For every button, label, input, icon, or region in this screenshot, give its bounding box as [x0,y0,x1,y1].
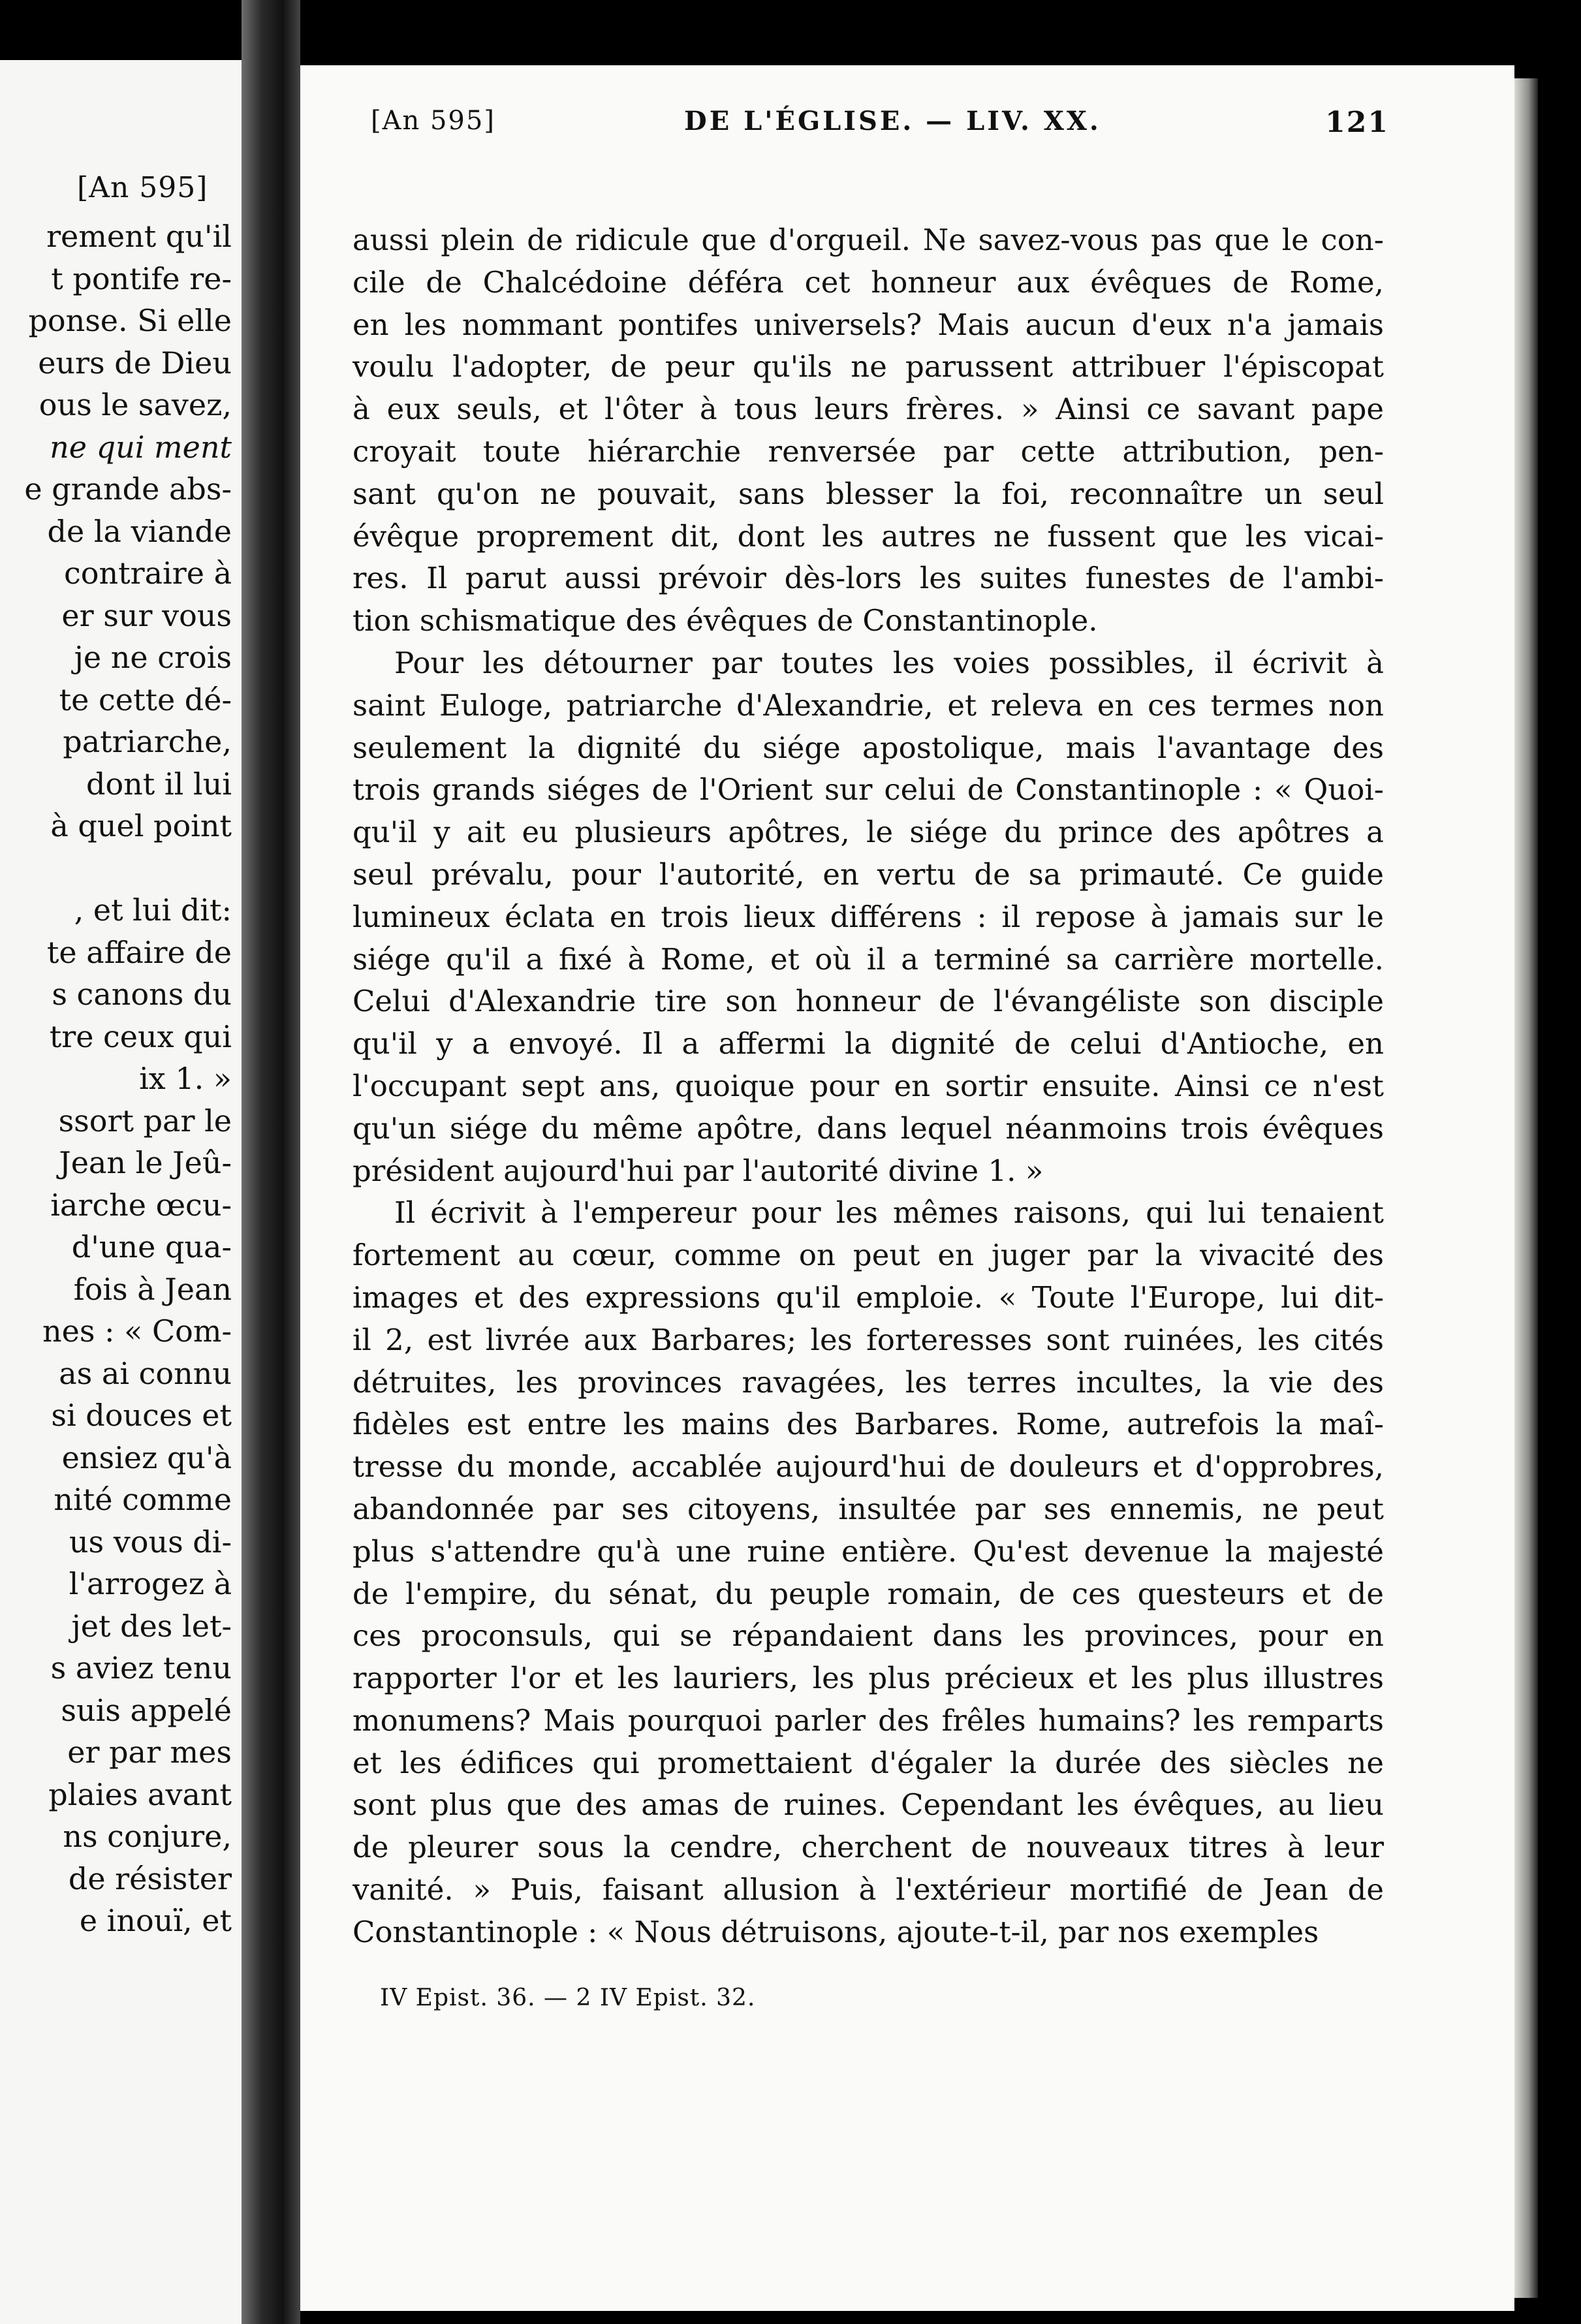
text-line: détruites, les provinces ravagées, les terres incultes, la vie des [352,1364,1384,1400]
left-page-line: eurs de Dieu [38,345,232,381]
text-line: abandonnée par ses citoyens, insultée par ses ennemis, ne peut [352,1491,1384,1526]
left-page-line: ns conjure, [63,1819,232,1854]
footnotes: IV Epist. 36. — 2 IV Epist. 32. [380,1985,756,2011]
left-page-line: je ne crois [74,640,232,675]
text-line: qu'il y a envoyé. Il a affermi la dignité de celui d'Antioche, en [352,1026,1384,1061]
left-page-line: nes : « Com- [42,1313,232,1349]
left-page-line: ix 1. » [139,1061,232,1096]
text-line: qu'il y ait eu plusieurs apôtres, le siége du prince des apôtres a [352,815,1384,850]
book-gutter [242,0,300,2324]
text-line: ces proconsuls, qui se répandaient dans les provinces, pour en [352,1618,1384,1654]
left-page-line: d'une qua- [71,1229,232,1264]
left-page-line: ssort par le [58,1103,232,1138]
text-line: l'occupant sept ans, quoique pour en sortir ensuite. Ainsi ce n'est [352,1068,1384,1103]
left-page-line: Jean le Jeû- [59,1145,232,1180]
left-page-line: e grande abs- [24,471,232,507]
left-page-line: us vous di- [69,1524,232,1560]
left-page-line: l'arrogez à [69,1566,232,1601]
left-page-line: de la viande [47,513,232,549]
text-line: tion schismatique des évêques de Constantinople. [352,603,1098,638]
text-line: saint Euloge, patriarche d'Alexandrie, et releva en ces termes non [352,687,1384,723]
running-head-title: DE L'ÉGLISE. — LIV. XX. [684,106,1101,136]
text-line: monumens? Mais pourquoi parler des frêles humains? les remparts [352,1703,1384,1738]
left-page-line: de résister [68,1861,232,1896]
text-line: tresse du monde, accablée aujourd'hui de douleurs et d'opprobres, [352,1449,1384,1484]
left-page-line [0,847,232,890]
text-line: sant qu'on ne pouvait, sans blesser la foi, reconnaître un seul [352,476,1384,511]
page-edge [1514,78,1538,2298]
left-page-line: t pontife re- [51,260,232,296]
left-page-line: suis appelé [61,1692,232,1728]
left-page-line: te cette dé- [59,682,232,717]
left-page-line: , et lui dit: [74,892,232,928]
text-line: croyait toute hiérarchie renversée par cette attribution, pen- [352,433,1384,469]
left-page-line: er sur vous [61,597,232,633]
text-line: et les édifices qui promettaient d'égaler la durée des siècles ne [352,1745,1384,1780]
text-line: aussi plein de ridicule que d'orgueil. Ne savez-vous pas que le con- [352,223,1384,257]
text-line: de l'empire, du sénat, du peuple romain, de ces questeurs et de [352,1576,1384,1611]
text-line: évêque proprement dit, dont les autres ne fussent que les vicai- [352,518,1384,554]
left-running-head: [An 595] [77,171,208,204]
text-line: fidèles est entre les mains des Barbares. Rome, autrefois la maî- [352,1407,1384,1442]
text-line: seulement la dignité du siége apostolique, mais l'avantage des [352,730,1384,765]
text-line: à eux seuls, et l'ôter à tous leurs frères. » Ainsi ce savant pape [352,392,1384,427]
left-page-line: patriarche, [63,724,232,759]
text-line: voulu l'adopter, de peur qu'ils ne parussent attribuer l'épiscopat [352,349,1384,385]
left-page-line: fois à Jean [73,1271,232,1307]
left-page-line: s canons du [52,977,232,1012]
text-line: trois grands siéges de l'Orient sur celui de Constantinople : « Quoi- [352,772,1384,808]
text-line: en les nommant pontifes universels? Mais aucun d'eux n'a jamais [352,307,1384,342]
text-line: Il écrivit à l'empereur pour les mêmes raisons, qui lui tenaient [394,1195,1384,1231]
text-line: lumineux éclata en trois lieux différens : il repose à jamais sur le [352,899,1384,934]
left-page-line: s aviez tenu [50,1650,232,1686]
left-page-line: tre ceux qui [49,1018,232,1054]
text-line: président aujourd'hui par l'autorité divine 1. » [352,1153,1044,1188]
left-page-line: rement qu'il [46,219,232,254]
main-text-block [352,219,1384,1954]
text-line: Celui d'Alexandrie tire son honneur de l'évangéliste son disciple [352,984,1384,1019]
text-line: il 2, est livrée aux Barbares; les forteresses sont ruinées, les cités [352,1322,1384,1357]
text-line: res. Il parut aussi prévoir dès-lors les suites funestes de l'ambi- [352,561,1384,596]
left-page-line: ous le savez, [39,387,232,422]
text-line: images et des expressions qu'il emploie. « Toute l'Europe, lui dit- [352,1280,1384,1315]
text-line: Constantinople : « Nous détruisons, ajoute-t-il, par nos exemples [352,1914,1319,1949]
left-page-line: ensiez qu'à [61,1439,232,1475]
left-page-line: plaies avant [48,1776,232,1812]
left-page-fragment [0,60,242,2324]
left-page-line: dont il lui [86,766,232,802]
text-line: cile de Chalcédoine déféra cet honneur aux évêques de Rome, [352,264,1384,300]
page-number: 121 [1325,106,1389,139]
running-head [371,106,1389,145]
left-page-line: nité comme [54,1482,232,1517]
text-line: fortement au cœur, comme on peut en juger par la vivacité des [352,1238,1384,1273]
left-page-text [0,215,232,1942]
left-page-line: iarche œcu- [50,1187,232,1223]
text-line: plus s'attendre qu'à une ruine entière. Qu'est devenue la majesté [352,1533,1384,1569]
text-line: qu'un siége du même apôtre, dans lequel néanmoins trois évêques [352,1110,1384,1146]
left-page-line: contraire à [64,556,232,591]
left-page-line: e inouï, et [79,1903,232,1938]
text-line: de pleurer sous la cendre, cherchent de nouveaux titres à leur [352,1830,1384,1865]
left-page-line: ponse. Si elle [28,303,232,338]
left-page-line: jet des let- [71,1608,232,1644]
left-page-line: as ai connu [59,1355,232,1391]
left-page-line: er par mes [67,1735,232,1770]
text-line: siége qu'il a fixé à Rome, et où il a terminé sa carrière mortelle. [352,941,1384,977]
left-page-line: ne qui ment [50,429,232,465]
left-page-line: si douces et [51,1398,232,1433]
text-line: sont plus que des amas de ruines. Cependant les évêques, au lieu [352,1787,1384,1823]
text-line: seul prévalu, pour l'autorité, en vertu de sa primauté. Ce guide [352,856,1384,892]
left-page-line: à quel point [50,808,232,843]
text-line: Pour les détourner par toutes les voies possibles, il écrivit à [394,645,1384,680]
text-line: rapporter l'or et les lauriers, les plus précieux et les plus illustres [352,1661,1384,1696]
running-head-year: [An 595] [371,106,495,136]
text-line: vanité. » Puis, faisant allusion à l'extérieur mortifié de Jean de [352,1872,1384,1908]
left-page-line: te affaire de [46,934,232,970]
